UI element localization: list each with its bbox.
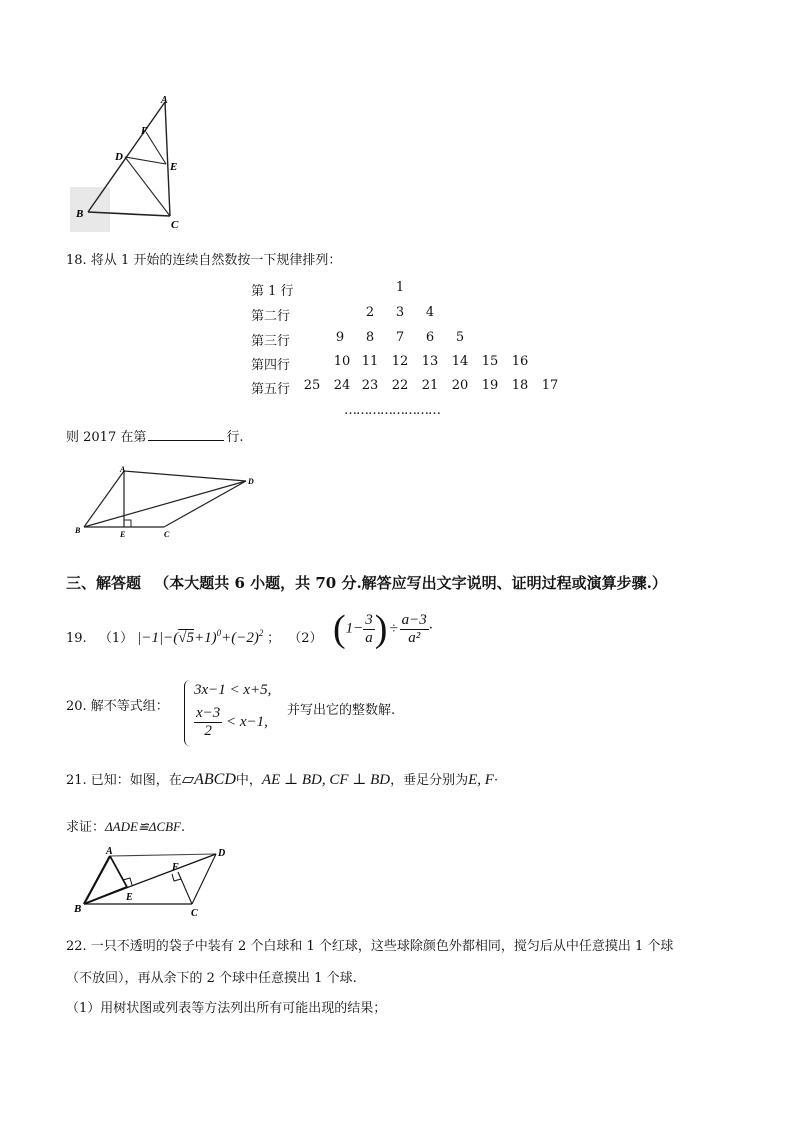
row4-num: 15 (481, 354, 499, 369)
segment-AC (165, 102, 170, 216)
segment-AD (110, 854, 216, 856)
row4-num: 11 (361, 354, 379, 369)
label-E: E (170, 161, 178, 173)
label-F: F (172, 862, 179, 873)
label-F: F (141, 126, 148, 137)
row2-num: 2 (365, 305, 375, 320)
segment-DC (125, 157, 170, 216)
label-C: C (191, 908, 198, 918)
paren-open: ( (333, 608, 346, 650)
segment-AB-bold (84, 856, 110, 904)
frac-num: 3 (365, 611, 373, 628)
row5-num: 25 (303, 378, 321, 393)
row-label-4: 第四行 (251, 358, 291, 373)
q22-line-2: （不放回），再从余下的 2 个球中任意摸出 1 个球. (66, 971, 357, 986)
answer-blank (148, 428, 224, 441)
figure-q17-svg (70, 92, 190, 232)
label-A: A (120, 465, 126, 474)
row4-num: 14 (451, 354, 469, 369)
figure-q21 (70, 842, 240, 918)
row5-num: 17 (541, 378, 559, 393)
row3-num: 6 (425, 330, 435, 345)
row5-num: 21 (421, 378, 439, 393)
row4-num: 13 (421, 354, 439, 369)
figure-q18-svg (70, 463, 270, 541)
q19-one-minus: 1− (345, 620, 364, 637)
row4-num: 10 (333, 354, 351, 369)
q19-div: ÷ (389, 620, 398, 637)
paren-close: ) (374, 608, 388, 650)
row2-num: 4 (425, 305, 435, 320)
row5-num: 22 (391, 378, 409, 393)
q20-label: 20. 解不等式组： (66, 699, 169, 714)
frac-num: x−3 (196, 705, 221, 721)
q19-part2-label: （2） (288, 631, 323, 646)
row3-num: 5 (455, 330, 465, 345)
q22-line-3: （1）用树状图或列表等方法列出所有可能出现的结果； (66, 1001, 387, 1016)
row-label-3: 第三行 (251, 334, 291, 349)
q19-part1-expr (137, 630, 267, 646)
q21-parallelogram: ▱ABCD (181, 771, 236, 788)
q19-expr-c: +(−2) (221, 630, 259, 646)
row3-num: 7 (395, 330, 405, 345)
row3-num: 9 (335, 330, 345, 345)
frac-num: a−3 (401, 611, 427, 628)
q20-brace (184, 680, 193, 746)
q19-end-dot: · (428, 620, 433, 637)
frac-den: a (365, 629, 373, 646)
q21-mid1: 中， (235, 773, 262, 788)
figure-q21-svg (70, 842, 240, 918)
q19-number: 19. (66, 631, 87, 646)
q21-end: · (493, 773, 499, 788)
q19-part2-expr (333, 607, 433, 651)
q19-exp2: 2 (258, 628, 264, 638)
label-E: E (120, 530, 126, 539)
row-label-5: 第五行 (251, 382, 291, 397)
label-C: C (171, 219, 179, 231)
q21-stem (66, 770, 498, 791)
label-E: E (126, 892, 133, 903)
q22-line-1: 22. 一只不透明的袋子中装有 2 个白球和 1 个红球，这些球除颜色外都相同，搅匀后从中任意摸出 1 个球 (66, 939, 674, 954)
q18-question (66, 428, 244, 447)
frac-den: 2 (204, 723, 212, 739)
label-D: D (218, 848, 226, 859)
q19-exp0: 0 (216, 628, 222, 638)
segment-AD (124, 471, 246, 481)
frac-den: a² (408, 629, 421, 646)
q18-question-prefix: 则 2017 在第 (66, 430, 147, 445)
section-3-heading (66, 572, 667, 593)
q21-prove-end: . (181, 820, 186, 835)
q21-mid2: ，垂足分别为 (390, 773, 469, 788)
q20-tail: 并写出它的整数解. (287, 703, 396, 718)
q21-prefix: 21. 已知：如图，在 (66, 773, 182, 788)
label-A: A (106, 846, 113, 857)
label-C: C (164, 530, 170, 539)
figure-q18 (70, 463, 270, 541)
q20-ineq2-rest: < x−1, (226, 714, 268, 730)
q21-prove-prefix: 求证： (66, 820, 106, 835)
q18-question-suffix: 行. (226, 430, 244, 445)
row-label-1: 第 1 行 (251, 284, 294, 299)
row5-num: 18 (511, 378, 529, 393)
q21-feet: E, F (468, 772, 494, 788)
row5-num: 24 (333, 378, 351, 393)
segment-BD (84, 481, 246, 527)
figure-q17 (70, 92, 190, 232)
fraction-x3-over-2 (194, 705, 222, 740)
q19-part1-end: ； (267, 631, 281, 646)
section-3-title: 三、解答题 (66, 574, 142, 592)
q18-stem: 18. 将从 1 开始的连续自然数按一下规律排列： (66, 253, 342, 268)
segment-BE-bold (84, 887, 127, 904)
fraction-a3-over-a2 (400, 612, 429, 647)
row-label-2: 第二行 (251, 309, 291, 324)
row1-num: 1 (395, 280, 405, 295)
row5-num: 23 (361, 378, 379, 393)
label-B: B (76, 208, 84, 220)
row3-num: 8 (365, 330, 375, 345)
label-B: B (74, 903, 82, 915)
q19-part1-label: （1） (98, 631, 134, 646)
label-D: D (248, 477, 254, 486)
q19-expr-a: |−1|−( (137, 630, 179, 646)
segment-FE (146, 132, 166, 164)
label-A: A (161, 95, 168, 106)
label-B: B (75, 526, 81, 535)
q20-inequality-2 (194, 705, 268, 740)
segment-AE (110, 856, 127, 887)
section-3-note: （本大题共 6 小题，共 70 分.解答应写出文字说明、证明过程或演算步骤.） (154, 574, 667, 592)
q21-prove (66, 818, 185, 837)
row4-num: 12 (391, 354, 409, 369)
row5-num: 19 (481, 378, 499, 393)
q21-condition: AE ⊥ BD, CF ⊥ BD (261, 772, 391, 788)
row5-num: 20 (451, 378, 469, 393)
segment-CD (164, 481, 246, 527)
q20-inequality-1: 3x−1 < x+5, (194, 682, 272, 698)
row2-num: 3 (395, 305, 405, 320)
q19-expr-b: +1) (193, 630, 217, 646)
segment-CF (178, 872, 192, 904)
label-D: D (115, 151, 123, 163)
segment-DE (125, 157, 166, 164)
right-angle-mark (124, 520, 131, 527)
segment-AB (84, 471, 124, 527)
row4-num: 16 (511, 354, 529, 369)
fraction-3-over-a (363, 612, 375, 647)
q19-sqrt: √5 (178, 630, 194, 646)
triangle-ellipsis: …………………… (344, 403, 440, 418)
q19 (66, 622, 323, 650)
q21-prove-statement: ΔADE≌ΔCBF (105, 819, 181, 834)
